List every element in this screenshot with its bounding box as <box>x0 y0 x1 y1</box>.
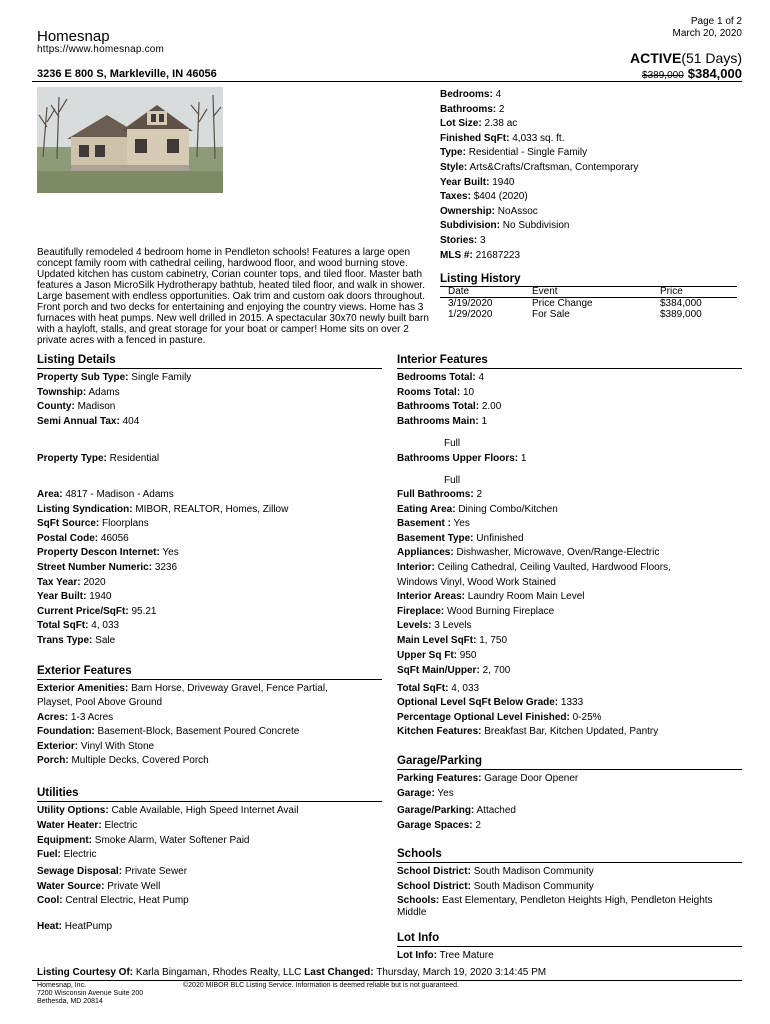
feature-label: Current Price/SqFt: <box>37 606 129 617</box>
feature-label: Bedrooms Total: <box>397 372 476 383</box>
feature-value: 1 <box>520 453 527 464</box>
listing-courtesy <box>37 967 546 978</box>
summary-value: 4,033 sq. ft. <box>512 132 565 144</box>
feature-value: 2020 <box>83 577 106 588</box>
feature-value: 95.21 <box>131 606 157 617</box>
summary-label: Lot Size: <box>440 118 482 130</box>
feature-label: Equipment: <box>37 835 92 846</box>
feature-item <box>397 590 585 604</box>
summary-label: Stories: <box>440 234 478 246</box>
feature-value: 404 <box>122 416 140 427</box>
feature-item <box>37 725 299 739</box>
feature-label: Rooms Total: <box>397 387 461 398</box>
feature-item <box>397 880 594 894</box>
feature-item <box>37 848 96 862</box>
feature-item <box>37 754 209 768</box>
feature-item <box>37 488 174 502</box>
history-header-event: Event <box>532 286 558 297</box>
summary-value: 3 <box>480 234 486 246</box>
feature-item <box>37 711 113 725</box>
feature-item <box>37 561 177 575</box>
section-lot-info: Lot Info <box>397 932 440 944</box>
feature-label: Property Type: <box>37 453 107 464</box>
feature-value: Residential <box>109 453 160 464</box>
summary-label: Type: <box>440 147 466 159</box>
feature-value: 2.00 <box>481 401 502 412</box>
feature-item <box>397 865 594 879</box>
summary-label: Year Built: <box>440 176 490 188</box>
feature-item <box>397 488 482 502</box>
feature-label: Appliances: <box>397 547 454 558</box>
feature-value: 2 <box>475 820 481 831</box>
feature-value: Electric <box>104 820 138 831</box>
days-on-market: (51 Days) <box>681 50 742 66</box>
company-address-line2: Bethesda, MD 20814 <box>37 998 103 1005</box>
summary-label: Bedrooms: <box>440 89 493 100</box>
feature-value: Yes <box>453 518 470 529</box>
feature-item <box>37 386 120 400</box>
feature-item <box>37 590 112 604</box>
current-price: $384,000 <box>687 66 742 81</box>
feature-value: Multiple Decks, Covered Porch <box>71 755 209 766</box>
feature-label: Fireplace: <box>397 606 445 617</box>
feature-label: Sewage Disposal: <box>37 866 123 877</box>
summary-value: 2.38 ac <box>484 118 518 130</box>
listing-status <box>630 50 742 66</box>
feature-item <box>397 894 713 908</box>
feature-value: Yes <box>162 547 179 558</box>
feature-value: Private Sewer <box>124 866 188 877</box>
section-divider <box>397 368 742 369</box>
feature-value: 1 <box>481 416 488 427</box>
feature-item <box>397 725 658 739</box>
listing-history-title: Listing History <box>440 273 521 285</box>
brand-name: Homesnap <box>37 28 110 45</box>
feature-item <box>37 452 159 466</box>
feature-label: Percentage Optional Level Finished: <box>397 712 570 723</box>
feature-label: Foundation: <box>37 726 95 737</box>
listing-history-divider <box>440 286 737 287</box>
feature-value: 4 <box>478 372 485 383</box>
courtesy-value: Karla Bingaman, Rhodes Realty, LLC <box>135 967 302 978</box>
feature-item <box>37 634 115 648</box>
feature-label: Postal Code: <box>37 533 99 544</box>
feature-label: Main Level SqFt: <box>397 635 477 646</box>
property-description: Beautifully remodeled 4 bedroom home in Pendleton schools! Features a large open concept family room with cathedral ceiling, hardwood floor, and wood burning stove. Updated kitchen has custom cabinetry, Corian counter tops, and tiled floor. Master bath features a Jason MicroSilk Hydrotherapy bathtub, heated tiled floor, and walk in shower. Large basement with endless opportunities. Oak trim and custom oak doors throughout. Front porch and two decks for entertaining and enjoying the country views. Home has 3 furnaces with heat pumps. New well drilled in 2015. A spectacular 30x70 newly built barn with a hayloft, stalls, and great storage for your boat or camper! Home sits on over 2 private acres with a fenced in pasture. <box>37 247 429 346</box>
feature-value: Adams <box>88 387 120 398</box>
summary-value: No Subdivision <box>502 220 570 232</box>
feature-value: Floorplans <box>102 518 149 529</box>
old-price: $389,000 <box>642 70 684 81</box>
company-name: Homesnap, Inc. <box>37 982 87 989</box>
feature-item <box>397 576 556 590</box>
feature-item <box>397 787 454 801</box>
feature-item <box>37 517 149 531</box>
feature-item <box>444 474 460 488</box>
footer-divider <box>32 980 742 981</box>
feature-value: Dining Combo/Kitchen <box>458 504 558 515</box>
section-schools: Schools <box>397 848 442 860</box>
feature-value: East Elementary, Pendleton Heights High, Pendleton Heights <box>442 895 713 906</box>
feature-label: Trans Type: <box>37 635 93 646</box>
summary-label: Taxes: <box>440 191 471 203</box>
feature-item <box>37 682 328 696</box>
feature-label: Water Heater: <box>37 820 102 831</box>
summary-value: 4 <box>495 89 502 100</box>
site-url[interactable]: https://www.homesnap.com <box>37 44 165 55</box>
summary-value: $404 (2020) <box>473 191 528 203</box>
history-header-date: Date <box>448 286 470 297</box>
footer-disclaimer: ©2020 MIBOR BLC Listing Service. Information is deemed reliable but is not guaranteed. <box>183 982 459 989</box>
feature-value: Unfinished <box>476 533 524 544</box>
summary-value: NoAssoc <box>497 205 538 217</box>
page-info <box>673 16 743 40</box>
feature-value: Breakfast Bar, Kitchen Updated, Pantry <box>484 726 659 737</box>
feature-value: Smoke Alarm, Water Softener Paid <box>94 835 250 846</box>
history-row-price: $389,000 <box>660 309 702 320</box>
summary-label: Finished SqFt: <box>440 132 510 144</box>
feature-label: Optional Level SqFt Below Grade: <box>397 697 559 708</box>
feature-item <box>397 503 558 517</box>
feature-value: 1940 <box>89 591 112 602</box>
feature-label: Heat: <box>37 921 63 932</box>
summary-value: 21687223 <box>475 249 521 261</box>
feature-item <box>397 371 484 385</box>
feature-label: Full Bathrooms: <box>397 489 474 500</box>
feature-label: School District: <box>397 881 471 892</box>
section-divider <box>397 769 742 770</box>
feature-label: Interior Areas: <box>397 591 465 602</box>
summary-value: Arts&Crafts/Craftsman, Contemporary <box>469 161 639 173</box>
feature-label: County: <box>37 401 75 412</box>
section-divider <box>37 679 382 680</box>
feature-item <box>397 546 659 560</box>
property-address: 3236 E 800 S, Markleville, IN 46056 <box>37 68 217 80</box>
feature-label: Parking Features: <box>397 773 482 784</box>
feature-label: Semi Annual Tax: <box>37 416 120 427</box>
section-divider <box>37 368 382 369</box>
feature-label: School District: <box>397 866 471 877</box>
feature-value: Central Electric, Heat Pump <box>65 895 189 906</box>
feature-label: Schools: <box>397 895 440 906</box>
summary-item <box>440 103 638 118</box>
feature-item <box>397 415 487 429</box>
summary-label: Ownership: <box>440 205 496 217</box>
summary-label: Bathrooms: <box>440 103 497 115</box>
feature-value: 10 <box>462 387 475 398</box>
feature-value: 1, 750 <box>479 635 508 646</box>
feature-item <box>397 949 494 963</box>
feature-item <box>37 894 189 908</box>
feature-label: Upper Sq Ft: <box>397 650 457 661</box>
summary-item <box>440 146 638 161</box>
feature-label: Tax Year: <box>37 577 81 588</box>
last-changed-value: Thursday, March 19, 2020 3:14:45 PM <box>376 967 547 978</box>
feature-value: Ceiling Cathedral, Ceiling Vaulted, Hardwood Floors, <box>437 562 671 573</box>
summary-item <box>440 234 638 249</box>
status-label: ACTIVE <box>629 50 682 66</box>
feature-item <box>397 804 516 818</box>
feature-item <box>397 906 426 920</box>
courtesy-label: Listing Courtesy Of: <box>37 967 134 978</box>
feature-item <box>37 605 157 619</box>
feature-label: Bathrooms Total: <box>397 401 480 412</box>
feature-item <box>37 880 160 894</box>
feature-item <box>397 819 481 833</box>
feature-value: 3 Levels <box>434 620 472 631</box>
feature-item <box>37 696 162 710</box>
price-block <box>642 66 742 81</box>
feature-item <box>397 772 578 786</box>
feature-item <box>37 740 154 754</box>
feature-value: 0-25% <box>572 712 602 723</box>
summary-value: 2 <box>498 103 505 115</box>
summary-label: MLS #: <box>440 249 473 261</box>
feature-value: Attached <box>476 805 516 816</box>
feature-label: Total SqFt: <box>397 683 449 694</box>
feature-item <box>37 371 191 385</box>
feature-value: Laundry Room Main Level <box>467 591 585 602</box>
feature-label: SqFt Source: <box>37 518 100 529</box>
feature-value: Full <box>444 438 461 449</box>
feature-item <box>397 452 526 466</box>
property-photo <box>37 87 223 193</box>
feature-label: Basement : <box>397 518 451 529</box>
feature-value: Playset, Pool Above Ground <box>37 697 163 708</box>
summary-item <box>440 88 638 103</box>
feature-label: Exterior: <box>37 741 79 752</box>
feature-item <box>37 503 288 517</box>
feature-value: Windows Vinyl, Wood Work Stained <box>397 577 556 588</box>
summary-item <box>440 117 638 132</box>
feature-item <box>37 804 298 818</box>
summary-item <box>440 219 638 234</box>
summary-value: 1940 <box>492 176 515 188</box>
history-row-event: Price Change <box>532 298 593 309</box>
summary-item <box>440 190 638 205</box>
feature-value: South Madison Community <box>473 881 594 892</box>
section-divider <box>397 862 742 863</box>
feature-label: Exterior Amenities: <box>37 683 129 694</box>
feature-item <box>397 664 510 678</box>
feature-value: 1333 <box>560 697 584 708</box>
feature-value: 2 <box>476 489 483 500</box>
feature-label: Street Number Numeric: <box>37 562 153 573</box>
feature-label: Bathrooms Main: <box>397 416 479 427</box>
feature-value: 4, 033 <box>451 683 480 694</box>
feature-label: Water Source: <box>37 881 105 892</box>
feature-item <box>397 696 583 710</box>
feature-value: 2, 700 <box>482 665 511 676</box>
feature-label: Eating Area: <box>397 504 456 515</box>
section-exterior-features: Exterior Features <box>37 665 132 677</box>
history-row-date: 3/19/2020 <box>448 298 493 309</box>
feature-item <box>397 532 524 546</box>
feature-item <box>37 619 119 633</box>
feature-item <box>397 605 554 619</box>
feature-label: Township: <box>37 387 87 398</box>
feature-item <box>37 834 249 848</box>
feature-label: Kitchen Features: <box>397 726 482 737</box>
feature-value: Basement-Block, Basement Poured Concrete <box>97 726 300 737</box>
feature-item <box>37 576 106 590</box>
feature-item <box>397 517 470 531</box>
feature-value: 1-3 Acres <box>70 712 114 723</box>
section-interior-features: Interior Features <box>397 354 488 366</box>
summary-label: Subdivision: <box>440 220 500 232</box>
feature-value: 4, 033 <box>91 620 120 631</box>
summary-item <box>440 205 638 220</box>
feature-label: Area: <box>37 489 63 500</box>
feature-value: Dishwasher, Microwave, Oven/Range-Electric <box>456 547 660 558</box>
feature-item <box>37 415 139 429</box>
summary-value: Residential - Single Family <box>468 147 588 159</box>
feature-item <box>397 649 476 663</box>
feature-label: Garage/Parking: <box>397 805 475 816</box>
header-divider <box>32 81 742 82</box>
feature-value: MIBOR, REALTOR, Homes, Zillow <box>135 504 289 515</box>
feature-item <box>397 561 671 575</box>
house-photo-illustration <box>37 87 223 193</box>
feature-label: Property Sub Type: <box>37 372 129 383</box>
feature-label: Cool: <box>37 895 63 906</box>
feature-item <box>397 634 507 648</box>
section-divider <box>397 946 742 947</box>
feature-value: Electric <box>63 849 97 860</box>
feature-value: Tree Mature <box>439 950 494 961</box>
feature-value: Vinyl With Stone <box>80 741 155 752</box>
feature-value: Yes <box>437 788 454 799</box>
feature-value: Cable Available, High Speed Internet Avail <box>111 805 299 816</box>
summary-item <box>440 249 638 264</box>
feature-label: SqFt Main/Upper: <box>397 665 480 676</box>
feature-value: South Madison Community <box>473 866 594 877</box>
summary-item <box>440 176 638 191</box>
feature-value: Middle <box>397 907 427 918</box>
feature-label: Interior: <box>397 562 435 573</box>
feature-item <box>397 619 472 633</box>
feature-label: Property Descon Internet: <box>37 547 160 558</box>
section-divider <box>37 801 382 802</box>
feature-label: Bathrooms Upper Floors: <box>397 453 519 464</box>
feature-label: Total SqFt: <box>37 620 89 631</box>
feature-label: Garage Spaces: <box>397 820 473 831</box>
feature-item <box>37 819 137 833</box>
footer-company <box>37 982 143 1006</box>
property-summary <box>440 88 638 263</box>
feature-label: Listing Syndication: <box>37 504 133 515</box>
summary-item <box>440 161 638 176</box>
feature-label: Levels: <box>397 620 432 631</box>
history-row-price: $384,000 <box>660 298 702 309</box>
feature-value: Full <box>444 475 461 486</box>
feature-item <box>397 400 501 414</box>
history-row-event: For Sale <box>532 309 570 320</box>
feature-value: Madison <box>77 401 116 412</box>
print-date: March 20, 2020 <box>672 28 742 39</box>
section-garage-parking: Garage/Parking <box>397 755 483 767</box>
feature-item <box>397 711 602 725</box>
feature-label: Acres: <box>37 712 69 723</box>
summary-label: Style: <box>440 161 468 173</box>
history-header-price: Price <box>660 286 683 297</box>
feature-label: Fuel: <box>37 849 61 860</box>
feature-item <box>444 437 460 451</box>
feature-label: Lot Info: <box>397 950 437 961</box>
feature-item <box>37 400 115 414</box>
feature-value: Sale <box>95 635 116 646</box>
feature-label: Year Built: <box>37 591 87 602</box>
feature-label: Basement Type: <box>397 533 474 544</box>
feature-item <box>37 546 179 560</box>
feature-value: Wood Burning Fireplace <box>447 606 555 617</box>
feature-value: 950 <box>459 650 477 661</box>
feature-item <box>37 865 187 879</box>
feature-item <box>397 386 474 400</box>
feature-value: 3236 <box>154 562 178 573</box>
section-utilities: Utilities <box>37 787 79 799</box>
feature-label: Garage: <box>397 788 435 799</box>
feature-item <box>37 532 129 546</box>
feature-value: Single Family <box>131 372 192 383</box>
feature-label: Utility Options: <box>37 805 109 816</box>
feature-item <box>37 920 112 934</box>
history-row-date: 1/29/2020 <box>448 309 493 320</box>
company-address-line1: 7200 Wisconsin Avenue Suite 200 <box>37 990 144 997</box>
feature-value: Private Well <box>107 881 161 892</box>
feature-value: Garage Door Opener <box>484 773 579 784</box>
feature-value: Barn Horse, Driveway Gravel, Fence Partial, <box>131 683 328 694</box>
feature-item <box>397 682 479 696</box>
feature-label: Porch: <box>37 755 69 766</box>
feature-value: 4817 - Madison - Adams <box>65 489 174 500</box>
last-changed-label: Last Changed: <box>304 967 374 978</box>
section-listing-details: Listing Details <box>37 354 116 366</box>
feature-value: HeatPump <box>64 921 113 932</box>
feature-value: 46056 <box>100 533 129 544</box>
page-number: Page 1 of 2 <box>690 16 742 27</box>
summary-item <box>440 132 638 147</box>
